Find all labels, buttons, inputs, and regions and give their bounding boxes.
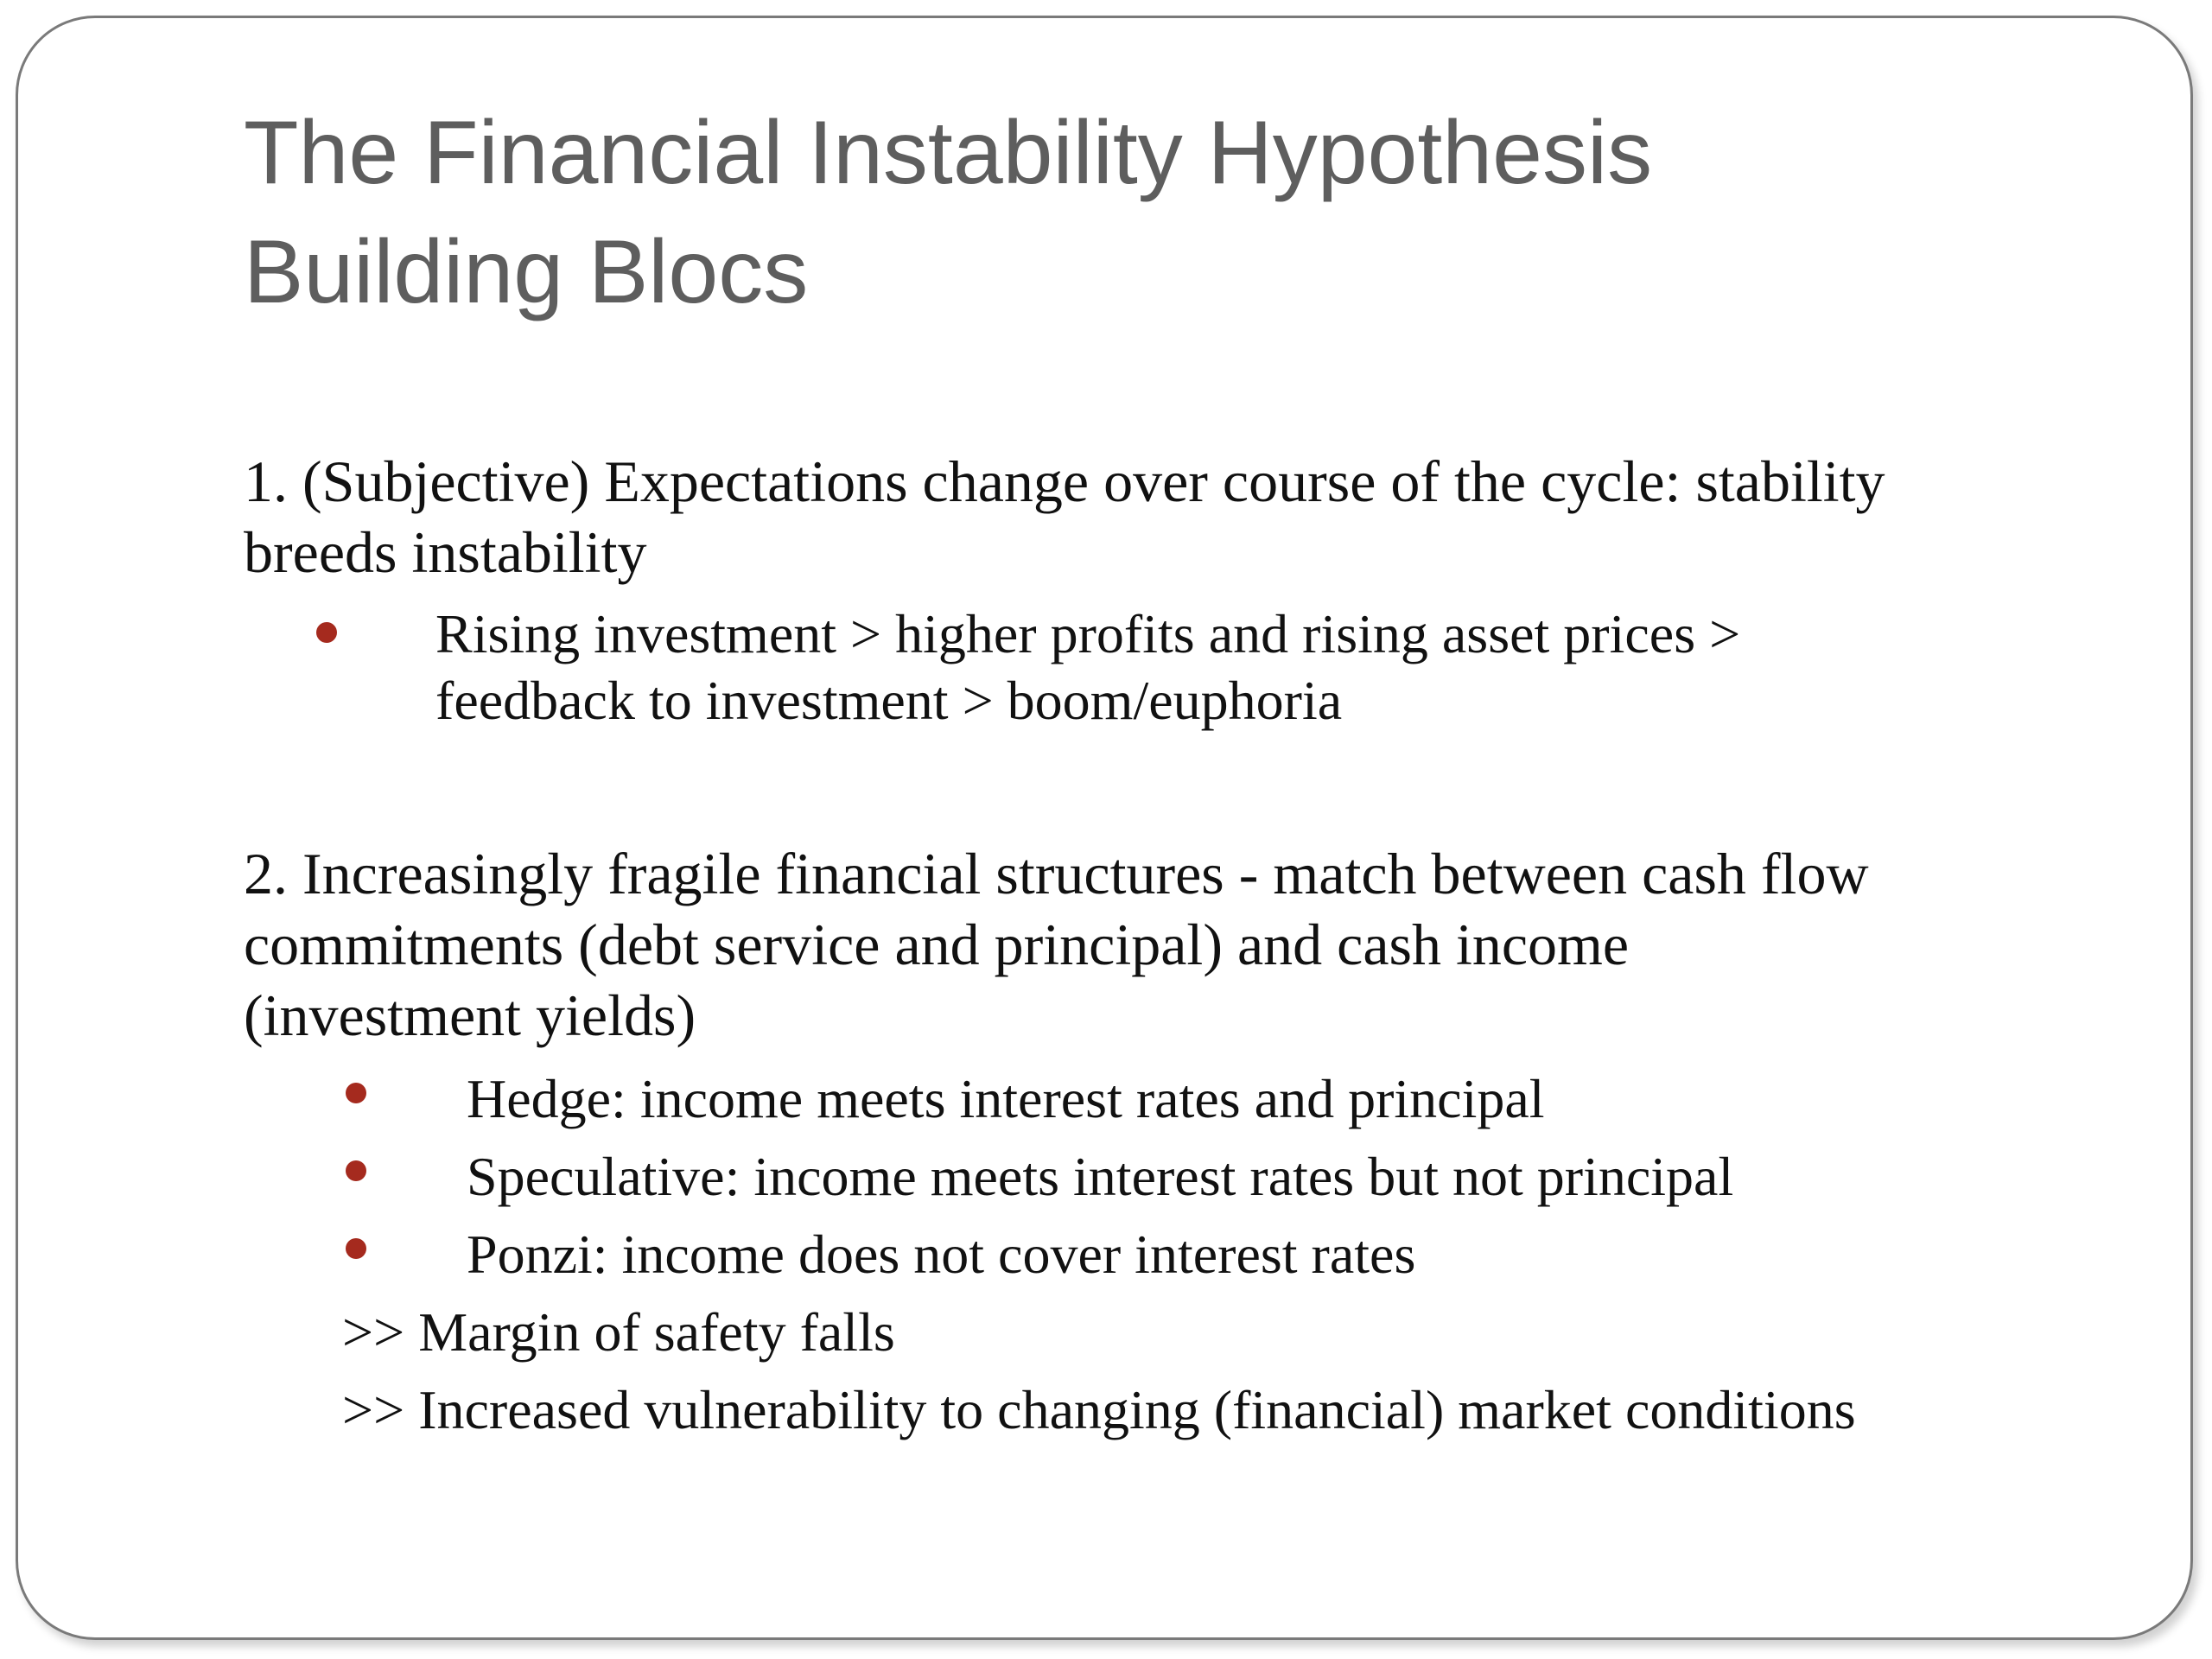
slide-title [244,93,2058,332]
consequence-vulnerability: >> Increased vulnerability to changing (financial) market conditions [342,1379,1856,1440]
point-2-line: commitments (debt service and principal) and cash income [244,912,1630,977]
bullet-dot-icon [346,1160,366,1181]
point-2-line: 2. Increasingly fragile financial structures - match between cash flow [244,841,1869,906]
point-1-line: breeds instability [244,519,647,585]
bullet-dot-icon [346,1083,366,1103]
bullet-line: Rising investment > higher profits and rising asset prices > [435,603,1741,664]
point-2 [244,838,2093,1051]
point-1-line: 1. (Subjective) Expectations change over course of the cycle: stability [244,448,1885,514]
point-1-bullet [435,601,1740,734]
bullet-speculative: Speculative: income meets interest rates but not principal [467,1146,1734,1207]
bullet-ponzi: Ponzi: income does not cover interest rates [467,1224,1416,1285]
bullet-hedge: Hedge: income meets interest rates and principal [467,1068,1545,1129]
bullet-dot-icon [346,1238,366,1259]
title-line: Building Blocs [244,222,809,322]
bullet-dot-icon [316,622,337,643]
consequence-margin-of-safety: >> Margin of safety falls [342,1301,895,1363]
point-2-line: (investment yields) [244,982,696,1048]
bullet-line: feedback to investment > boom/euphoria [435,670,1343,731]
title-line: The Financial Instability Hypothesis [244,103,1653,203]
point-1 [244,446,2093,588]
